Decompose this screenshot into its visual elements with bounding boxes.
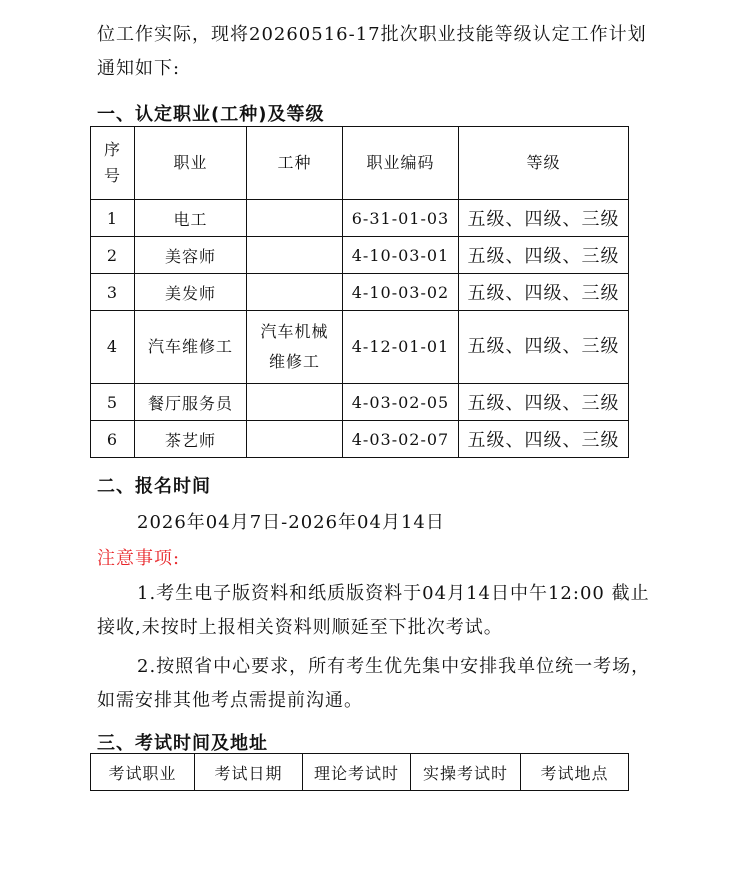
- cell-seq: 5: [91, 384, 135, 421]
- cell-seq: 6: [91, 421, 135, 458]
- table-row: [91, 237, 629, 274]
- cell-level: 五级、四级、三级: [459, 311, 629, 384]
- table-header-row: [91, 127, 629, 200]
- cell-seq: 1: [91, 200, 135, 237]
- cell-seq: 2: [91, 237, 135, 274]
- section3-title: 三、考试时间及地址: [97, 733, 268, 754]
- cell-work-type: [247, 274, 343, 311]
- cell-occupation: 茶艺师: [135, 421, 247, 458]
- occupation-level-table: [90, 126, 629, 458]
- table-row: [91, 311, 629, 384]
- registration-period: 2026年04月7日-2026年04月14日: [137, 512, 445, 533]
- cell-work-type: 汽车机械 维修工: [247, 311, 343, 384]
- exam-schedule-table: [90, 753, 629, 791]
- notice-item-1: 1.考生电子版资料和纸质版资料于04月14日中午12:00 截止接收,未按时上报相关资料则顺延至下批次考试。: [97, 583, 650, 638]
- header-occupation: 职业: [135, 127, 247, 200]
- cell-occupation: 电工: [135, 200, 247, 237]
- cell-code: 4-03-02-05: [343, 384, 459, 421]
- cell-code: 4-10-03-02: [343, 274, 459, 311]
- header-exam-occupation: 考试职业: [91, 754, 195, 791]
- header-work-type: 工种: [247, 127, 343, 200]
- cell-work-type: [247, 200, 343, 237]
- cell-occupation: 美发师: [135, 274, 247, 311]
- header-level: 等级: [459, 127, 629, 200]
- table-row: [91, 274, 629, 311]
- cell-work-type: [247, 421, 343, 458]
- cell-seq: 3: [91, 274, 135, 311]
- notice-title: 注意事项:: [97, 548, 181, 569]
- table-header-row: [91, 754, 629, 791]
- section2-title: 二、报名时间: [97, 476, 211, 497]
- header-exam-date: 考试日期: [195, 754, 303, 791]
- cell-code: 4-12-01-01: [343, 311, 459, 384]
- cell-occupation: 美容师: [135, 237, 247, 274]
- intro-line-1: 位工作实际，现将20260516-17批次职业技能等级认定工作计划: [97, 24, 647, 45]
- header-exam-location: 考试地点: [521, 754, 629, 791]
- cell-occupation: 餐厅服务员: [135, 384, 247, 421]
- cell-level: 五级、四级、三级: [459, 237, 629, 274]
- cell-level: 五级、四级、三级: [459, 200, 629, 237]
- cell-level: 五级、四级、三级: [459, 274, 629, 311]
- cell-work-type: [247, 237, 343, 274]
- notice-item-2: 2.按照省中心要求，所有考生优先集中安排我单位统一考场，如需安排其他考点需提前沟通。: [97, 656, 651, 711]
- table-row: [91, 421, 629, 458]
- cell-code: 4-10-03-01: [343, 237, 459, 274]
- intro-paragraph: [97, 18, 657, 86]
- header-seq: 序 号: [91, 127, 135, 200]
- table-row: [91, 200, 629, 237]
- cell-seq: 4: [91, 311, 135, 384]
- header-code: 职业编码: [343, 127, 459, 200]
- cell-level: 五级、四级、三级: [459, 421, 629, 458]
- cell-occupation: 汽车维修工: [135, 311, 247, 384]
- intro-line-2: 通知如下:: [97, 58, 181, 79]
- header-practical-time: 实操考试时: [411, 754, 521, 791]
- cell-level: 五级、四级、三级: [459, 384, 629, 421]
- table-row: [91, 384, 629, 421]
- header-theory-time: 理论考试时: [303, 754, 411, 791]
- cell-code: 6-31-01-03: [343, 200, 459, 237]
- cell-work-type: [247, 384, 343, 421]
- cell-code: 4-03-02-07: [343, 421, 459, 458]
- section1-title: 一、认定职业(工种)及等级: [97, 104, 325, 125]
